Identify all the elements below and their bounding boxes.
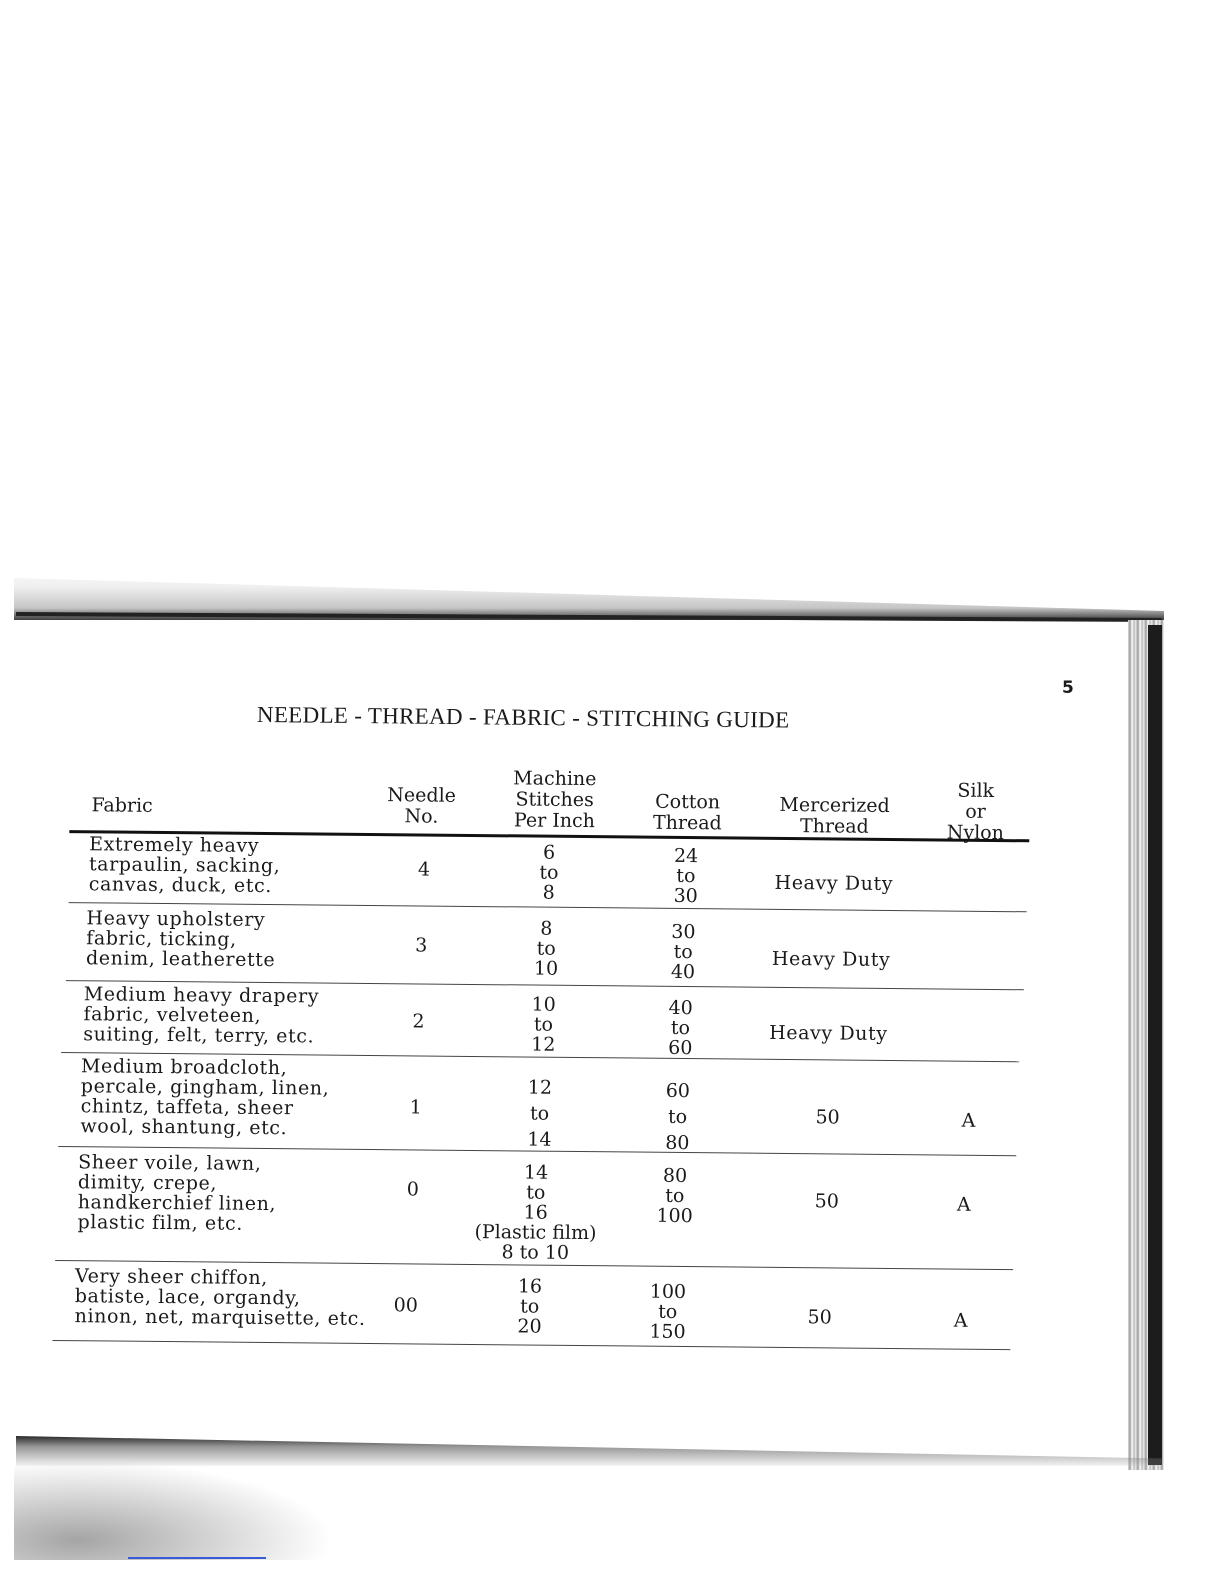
row-2-mercerized: Heavy Duty (771, 947, 891, 971)
stitches-line: to (529, 1102, 550, 1125)
header-cotton (637, 792, 737, 835)
row-5-needle: 0 (406, 1178, 420, 1201)
row-1-needle: 4 (417, 858, 431, 881)
fabric-line: plastic film, etc. (77, 1211, 244, 1235)
row-5-silk: A (956, 1193, 971, 1216)
header-silk-line: Nylon (946, 821, 1005, 845)
row-4-silk: A (961, 1109, 976, 1132)
header-needle-line: Needle (387, 784, 457, 807)
row-6-cotton (632, 1282, 703, 1343)
row-2-needle: 3 (415, 934, 428, 957)
header-mercerized-line: Mercerized (779, 793, 890, 817)
header-cotton-line: Thread (652, 811, 722, 835)
fabric-line: Extremely heavy (89, 833, 260, 857)
header-stitches (489, 768, 620, 832)
fabric-line: ninon, net, marquisette, etc. (74, 1305, 366, 1330)
cotton-line: to (673, 940, 693, 964)
row-3-cotton (645, 998, 716, 1059)
cotton-line: 80 (662, 1164, 688, 1188)
row-divider (52, 1340, 1010, 1350)
row-4-needle: 1 (409, 1096, 422, 1119)
row-3-stitches (508, 994, 579, 1055)
header-silk (925, 780, 1026, 844)
stitching-guide-table (54, 760, 1030, 1369)
stitches-line: 16 (523, 1201, 548, 1224)
row-1-silk (925, 874, 1025, 875)
stitches-line: 12 (527, 1076, 553, 1099)
row-3-mercerized: Heavy Duty (769, 1021, 888, 1045)
fabric-line: Heavy upholstery (86, 907, 266, 931)
header-mercerized (759, 795, 909, 838)
stitches-line: to (533, 1013, 554, 1036)
fabric-line: Sheer voile, lawn, (78, 1151, 262, 1175)
bottom-rule (128, 1557, 266, 1559)
cotton-line: to (665, 1184, 685, 1208)
cotton-line: 150 (649, 1320, 686, 1344)
row-4-mercerized: 50 (815, 1106, 840, 1129)
fabric-line: wool, shantung, etc. (80, 1115, 288, 1140)
fabric-line: percale, gingham, linen, (80, 1075, 330, 1100)
row-2-silk (924, 950, 1024, 951)
stitches-line: 8 (542, 881, 555, 904)
row-6-mercerized: 50 (807, 1306, 832, 1329)
row-5-cotton (640, 1166, 711, 1227)
header-cotton-line: Cotton (655, 790, 721, 814)
header-fabric-label: Fabric (91, 794, 153, 817)
cotton-line: 80 (665, 1131, 690, 1155)
row-5-stitches (455, 1162, 616, 1264)
fabric-line: canvas, duck, etc. (88, 873, 272, 898)
stitches-line: 8 to 10 (501, 1241, 570, 1264)
scan-shadow-top (14, 560, 1164, 620)
stitches-line: to (520, 1295, 540, 1318)
row-3-fabric (83, 984, 319, 1046)
row-4-cotton (642, 1078, 713, 1157)
cotton-line: 40 (670, 960, 696, 984)
cotton-line: 60 (665, 1079, 691, 1103)
row-6-stitches (494, 1276, 565, 1337)
row-4-stitches (504, 1074, 575, 1153)
cotton-line: 40 (668, 996, 693, 1020)
fabric-line: Very sheer chiffon, (74, 1265, 268, 1290)
cotton-line: 30 (671, 920, 696, 944)
stitches-line: 6 (542, 841, 556, 864)
header-stitches-line: Machine (513, 767, 597, 791)
scan-shadow-bottom (14, 1460, 334, 1560)
row-6-silk: A (953, 1309, 968, 1332)
row-5-fabric (77, 1152, 276, 1234)
fabric-line: tarpaulin, sacking, (88, 853, 281, 878)
fabric-line: chintz, taffeta, sheer (80, 1095, 294, 1120)
stitches-line: to (539, 861, 559, 884)
cotton-line: to (658, 1300, 678, 1323)
fabric-line: Medium broadcloth, (80, 1055, 288, 1080)
row-1-mercerized: Heavy Duty (774, 871, 894, 896)
row-1-cotton (651, 846, 722, 907)
fabric-line: handkerchief linen, (77, 1191, 277, 1216)
header-needle-line: No. (404, 805, 439, 828)
fabric-line: fabric, velveteen, (83, 1003, 262, 1027)
header-silk-line: or (965, 800, 986, 823)
page-edge-right-shadow (1148, 625, 1162, 1465)
cotton-line: 60 (668, 1036, 693, 1060)
row-2-fabric (86, 908, 276, 970)
row-5-mercerized: 50 (814, 1190, 839, 1213)
row-6-fabric (75, 1266, 367, 1329)
stitches-line: 20 (517, 1315, 542, 1338)
stitches-line: to (526, 1181, 546, 1204)
header-needle (371, 785, 471, 828)
header-stitches-line: Per Inch (513, 809, 595, 833)
stitches-line: 14 (523, 1161, 549, 1184)
fabric-line: dimity, crepe, (77, 1171, 218, 1195)
fabric-line: suiting, felt, terry, etc. (83, 1023, 315, 1048)
stitches-line: 16 (517, 1275, 543, 1298)
fabric-line: denim, leatherette (85, 947, 276, 972)
header-mercerized-line: Thread (799, 815, 869, 838)
stitches-line: 10 (531, 993, 556, 1016)
stitches-line: 10 (533, 957, 559, 980)
fabric-line: batiste, lace, organdy, (74, 1285, 301, 1310)
row-6-needle: 00 (393, 1294, 418, 1317)
row-4-fabric (80, 1056, 329, 1138)
header-fabric (91, 795, 152, 817)
header-stitches-line: Stitches (515, 788, 594, 812)
cotton-line: 100 (649, 1280, 687, 1304)
page-number: 5 (1062, 678, 1074, 698)
row-1-stitches (514, 842, 585, 903)
row-1-fabric (89, 834, 281, 896)
stitches-line: to (536, 937, 556, 960)
row-2-cotton (648, 922, 719, 983)
row-3-needle: 2 (412, 1010, 425, 1033)
fabric-line: Medium heavy drapery (83, 983, 320, 1008)
header-silk-line: Silk (957, 779, 995, 802)
cotton-line: 30 (673, 884, 698, 908)
stitches-line: (Plastic film) (474, 1221, 597, 1245)
stitches-line: 14 (527, 1128, 552, 1151)
row-2-stitches (511, 918, 582, 979)
cotton-line: to (670, 1016, 691, 1040)
stitches-line: 12 (531, 1033, 556, 1056)
page-title: NEEDLE - THREAD - FABRIC - STITCHING GUIDE (256, 702, 790, 733)
cotton-line: to (676, 864, 696, 888)
cotton-line: 100 (656, 1204, 693, 1228)
cotton-line: to (667, 1105, 688, 1129)
fabric-line: fabric, ticking, (86, 927, 237, 951)
stitches-line: 8 (540, 917, 553, 940)
row-3-silk (924, 1024, 1024, 1025)
cotton-line: 24 (673, 844, 699, 868)
